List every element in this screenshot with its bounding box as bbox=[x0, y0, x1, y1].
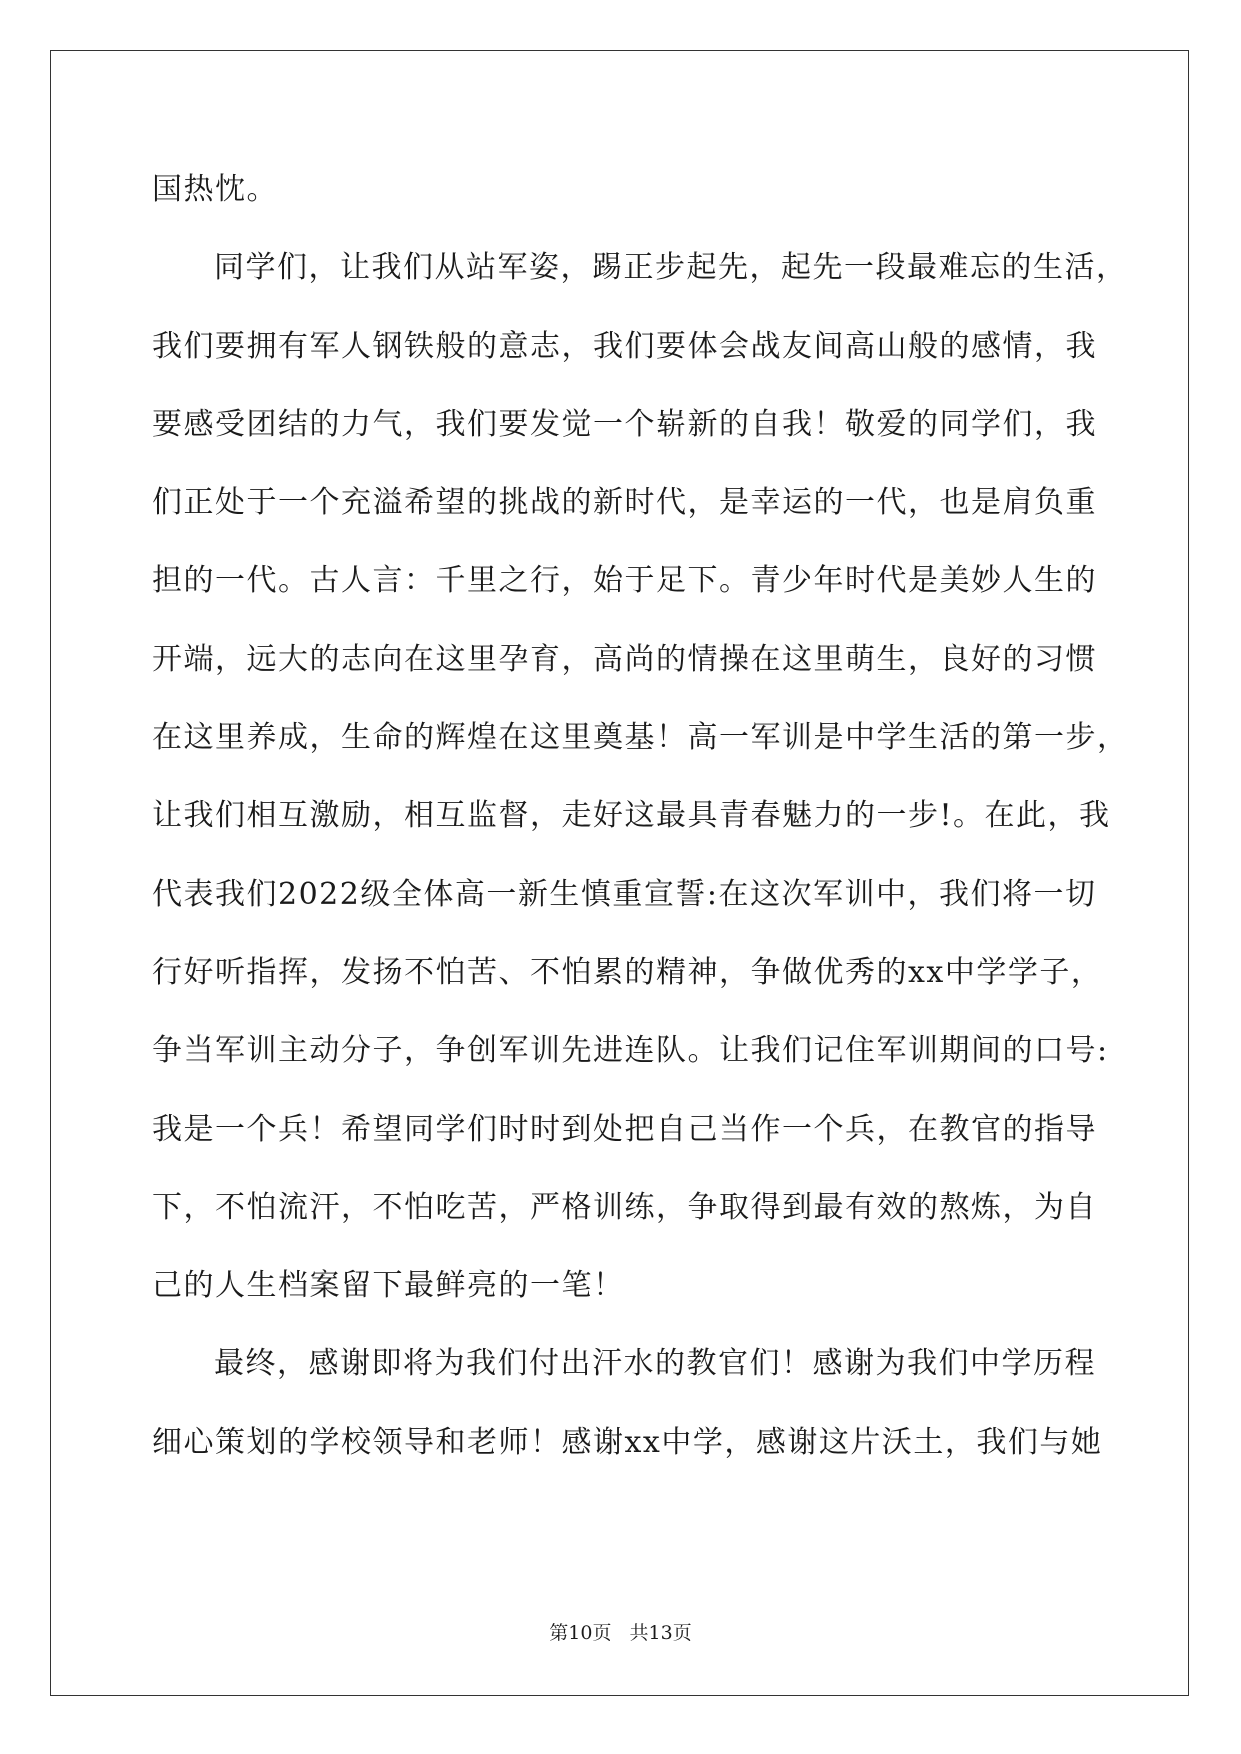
text-line: 己的人生档案留下最鲜亮的一笔！ bbox=[152, 1268, 625, 1304]
text-line: 我们要拥有军人钢铁般的意志，我们要体会战友间高山般的感情，我 bbox=[152, 328, 1097, 364]
page-number: 第10页 bbox=[549, 1622, 612, 1644]
text-line: 最终，感谢即将为我们付出汗水的教官们！感谢为我们中学历程 bbox=[214, 1346, 1096, 1382]
text-line: 开端，远大的志向在这里孕育，高尚的情操在这里萌生，良好的习惯 bbox=[152, 641, 1097, 677]
text-line: 下，不怕流汗，不怕吃苦，严格训练，争取得到最有效的熬炼，为自 bbox=[152, 1189, 1097, 1225]
text-line: 我是一个兵！希望同学们时时到处把自己当作一个兵，在教官的指导 bbox=[152, 1111, 1097, 1147]
text-line: 担的一代。古人言：千里之行，始于足下。青少年时代是美妙人生的 bbox=[152, 563, 1097, 599]
text-line: 在这里养成，生命的辉煌在这里奠基！高一军训是中学生活的第一步， bbox=[152, 720, 1129, 756]
text-line: 让我们相互激励，相互监督，走好这最具青春魅力的一步!。在此，我 bbox=[152, 798, 1111, 834]
page-total: 共13页 bbox=[629, 1622, 692, 1644]
text-line: 代表我们2022级全体高一新生慎重宣誓:在这次军训中，我们将一切 bbox=[152, 876, 1097, 912]
text-line: 们正处于一个充溢希望的挑战的新时代，是幸运的一代，也是肩负重 bbox=[152, 485, 1097, 521]
text-line: 要感受团结的力气，我们要发觉一个崭新的自我！敬爱的同学们，我 bbox=[152, 406, 1097, 442]
text-line: 争当军训主动分子，争创军训先进连队。让我们记住军训期间的口号: bbox=[152, 1033, 1109, 1069]
document-body bbox=[152, 165, 1129, 1496]
text-line: 细心策划的学校领导和老师！感谢xx中学，感谢这片沃土，我们与她 bbox=[152, 1424, 1103, 1460]
text-line: 国热忱。 bbox=[152, 172, 278, 207]
page-footer bbox=[0, 1618, 1241, 1645]
text-line: 同学们，让我们从站军姿，踢正步起先，起先一段最难忘的生活， bbox=[214, 250, 1128, 286]
text-line: 行好听指挥，发扬不怕苦、不怕累的精神，争做优秀的xx中学学子， bbox=[152, 954, 1103, 990]
